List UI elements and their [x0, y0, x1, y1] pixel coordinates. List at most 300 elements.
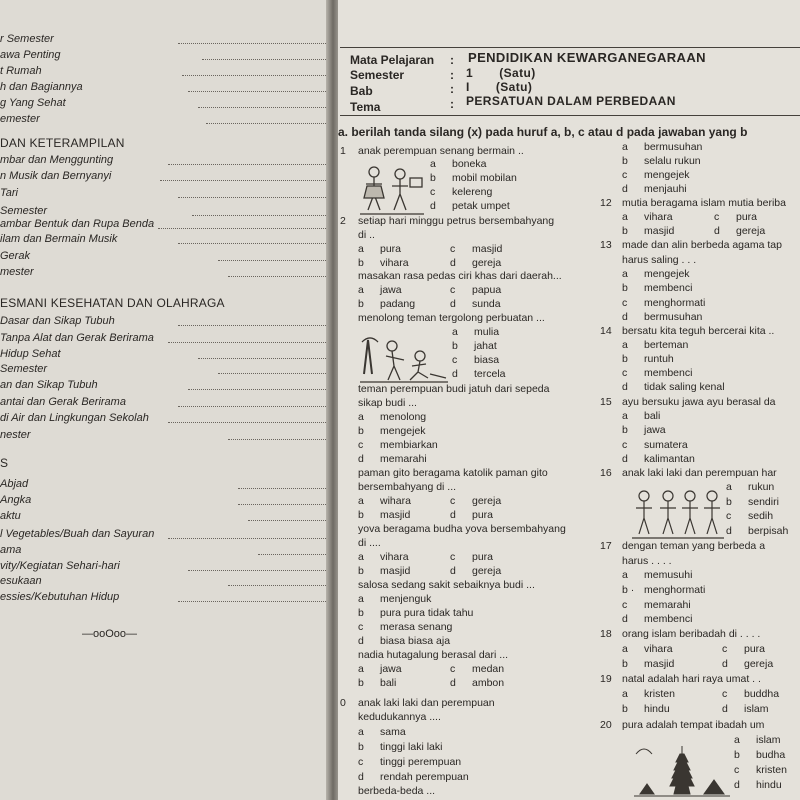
- option-letter: b: [622, 155, 628, 167]
- option-text: tinggi laki laki: [380, 741, 443, 753]
- toc-leader-dots: [198, 107, 328, 108]
- option-letter: b: [430, 172, 436, 184]
- toc-line: [0, 154, 332, 168]
- option-text: membenci: [644, 613, 693, 625]
- option-letter: c: [358, 439, 364, 451]
- option-letter: c: [734, 764, 740, 776]
- option-letter: c: [622, 367, 628, 379]
- option-letter: c: [450, 551, 456, 563]
- toc-line: [0, 396, 332, 410]
- option-letter: d: [714, 225, 720, 237]
- option-letter: c: [622, 169, 628, 181]
- question-number: 20: [600, 719, 612, 731]
- option-letter: a: [734, 734, 740, 746]
- option-letter: d: [450, 257, 456, 269]
- option-letter: c: [722, 688, 728, 700]
- theme-label: Tema: [350, 100, 381, 114]
- question-number: 1: [340, 145, 346, 157]
- option-text: sunda: [472, 298, 501, 310]
- section-heading: S: [0, 456, 9, 470]
- option-letter: a: [358, 243, 364, 255]
- option-letter: d: [722, 658, 728, 670]
- question-text: yova beragama budha yova bersembahyang: [358, 523, 566, 535]
- toc-leader-dots: [178, 197, 328, 198]
- option-text: tidak saling kenal: [644, 381, 725, 393]
- question-number: 15: [600, 396, 612, 408]
- toc-line-title: Dasar dan Sikap Tubuh: [0, 315, 115, 327]
- option-text: bali: [380, 677, 397, 689]
- toc-line-title: t Rumah: [0, 65, 42, 77]
- option-letter: b: [734, 749, 740, 761]
- question-number: 17: [600, 540, 612, 552]
- option-letter: b: [358, 298, 364, 310]
- option-text: menghormati: [644, 584, 706, 596]
- option-text: kristen: [644, 688, 675, 700]
- left-page: [0, 0, 334, 800]
- option-text: vihara: [380, 551, 409, 563]
- toc-line-title: awa Penting: [0, 49, 61, 61]
- toc-leader-dots: [158, 228, 328, 229]
- question-text: bersembahyang di ...: [358, 481, 457, 493]
- toc-line-title: Semester: [0, 205, 48, 217]
- toc-line-title: Abjad: [0, 478, 29, 490]
- option-letter: c: [452, 354, 458, 366]
- option-letter: c: [622, 599, 628, 611]
- toc-line-title: Semester: [0, 363, 48, 375]
- option-text: memusuhi: [644, 569, 693, 581]
- option-letter: b: [622, 282, 628, 294]
- toc-line: [0, 379, 332, 393]
- option-letter: b: [622, 424, 628, 436]
- chapter-value: I (Satu): [466, 80, 533, 94]
- option-letter: a: [358, 726, 364, 738]
- option-letter: b: [358, 257, 364, 269]
- option-text: petak umpet: [452, 200, 510, 212]
- toc-leader-dots: [168, 342, 328, 343]
- option-text: kalimantan: [644, 453, 695, 465]
- option-text: masjid: [644, 658, 675, 670]
- subject-value: PENDIDIKAN KEWARGANEGARAAN: [468, 50, 706, 65]
- toc-line: [0, 250, 332, 264]
- option-text: biasa: [474, 354, 500, 366]
- option-letter: c: [622, 439, 628, 451]
- option-letter: c: [714, 211, 720, 223]
- option-letter: b: [622, 353, 628, 365]
- toc-line-title: nester: [0, 429, 31, 441]
- option-text: kristen: [756, 764, 787, 776]
- option-letter: b: [358, 607, 364, 619]
- toc-line: [0, 187, 332, 201]
- end-mark: —ooOoo—: [82, 628, 138, 640]
- option-letter: a: [622, 643, 628, 655]
- option-text: tercela: [474, 368, 506, 380]
- option-letter: d: [450, 298, 456, 310]
- option-letter: d: [358, 453, 364, 465]
- toc-line-title: antai dan Gerak Berirama: [0, 396, 126, 408]
- option-text: memarahi: [380, 453, 427, 465]
- question-text: di ....: [358, 537, 381, 549]
- option-letter: b: [726, 496, 732, 508]
- toc-leader-dots: [178, 43, 328, 44]
- theme-value: PERSATUAN DALAM PERBEDAAN: [466, 94, 676, 108]
- section-heading: DAN KETERAMPILAN: [0, 136, 125, 150]
- helping-friend-illustration: [360, 334, 450, 386]
- option-text: wihara: [380, 495, 411, 507]
- toc-line-title: g Yang Sehat: [0, 97, 66, 109]
- question-text: masakan rasa pedas ciri khas dari daerah...: [358, 270, 562, 282]
- toc-line-title: esukaan: [0, 575, 42, 587]
- toc-leader-dots: [202, 59, 328, 60]
- option-text: membenci: [644, 367, 693, 379]
- toc-line-title: l Vegetables/Buah dan Sayuran: [0, 528, 155, 540]
- toc-leader-dots: [228, 585, 328, 586]
- toc-line-title: ilam dan Bermain Musik: [0, 233, 118, 245]
- question-text: orang islam beribadah di . . . .: [622, 628, 761, 640]
- option-text: boneka: [452, 158, 487, 170]
- option-text: gereja: [744, 658, 774, 670]
- question-text: natal adalah hari raya umat . .: [622, 673, 761, 685]
- option-text: jawa: [644, 424, 666, 436]
- toc-leader-dots: [218, 260, 328, 261]
- toc-line: [0, 575, 332, 589]
- option-letter: c: [450, 495, 456, 507]
- question-text: paman gito beragama katolik paman gito: [358, 467, 548, 479]
- question-number: 19: [600, 673, 612, 685]
- option-text: menolong: [380, 411, 427, 423]
- option-text: tinggi perempuan: [380, 756, 462, 768]
- option-text: sumatera: [644, 439, 688, 451]
- question-number: 2: [340, 215, 346, 227]
- option-text: mulia: [474, 326, 500, 338]
- option-letter: d: [358, 771, 364, 783]
- question-number: 12: [600, 197, 612, 209]
- option-text: runtuh: [644, 353, 674, 365]
- toc-line: [0, 33, 332, 47]
- chapter-colon: :: [450, 82, 454, 96]
- toc-leader-dots: [160, 180, 328, 181]
- option-text: mengejek: [644, 169, 690, 181]
- option-text: rendah perempuan: [380, 771, 469, 783]
- option-letter: b: [358, 565, 364, 577]
- option-text: membenci: [644, 282, 693, 294]
- option-letter: c: [622, 297, 628, 309]
- option-letter: b ·: [622, 584, 635, 596]
- option-letter: b: [622, 658, 628, 670]
- toc-line-title: aktu: [0, 510, 21, 522]
- toc-line-title: vity/Kegiatan Sehari-hari: [0, 560, 120, 572]
- toc-line: [0, 205, 332, 219]
- toc-line: [0, 332, 332, 346]
- option-text: medan: [472, 663, 505, 675]
- toc-line-title: r Semester: [0, 33, 54, 45]
- question-text: dengan teman yang berbeda a: [622, 540, 766, 552]
- question-text: made dan alin berbeda agama tap: [622, 239, 782, 251]
- semester-value: 1 (Satu): [466, 66, 536, 80]
- option-letter: d: [430, 200, 436, 212]
- question-number: 13: [600, 239, 612, 251]
- option-letter: d: [452, 368, 458, 380]
- option-letter: a: [358, 551, 364, 563]
- option-letter: a: [726, 481, 732, 493]
- toc-line: [0, 412, 332, 426]
- option-text: mengejek: [644, 268, 690, 280]
- option-text: pura: [744, 643, 766, 655]
- chapter-label: Bab: [350, 84, 373, 98]
- toc-leader-dots: [238, 488, 328, 489]
- question-number: 16: [600, 467, 612, 479]
- option-text: padang: [380, 298, 416, 310]
- toc-line: [0, 233, 332, 247]
- option-letter: d: [622, 613, 628, 625]
- option-letter: b: [358, 509, 364, 521]
- option-letter: d: [450, 565, 456, 577]
- option-text: ambon: [472, 677, 505, 689]
- option-text: gereja: [472, 565, 502, 577]
- option-letter: c: [450, 243, 456, 255]
- question-text: berbeda-beda ...: [358, 785, 436, 797]
- question-text: kedudukannya ....: [358, 711, 441, 723]
- option-letter: c: [358, 756, 364, 768]
- option-text: islam: [744, 703, 769, 715]
- option-text: bermusuhan: [644, 311, 703, 323]
- toc-leader-dots: [218, 373, 328, 374]
- toc-leader-dots: [198, 358, 328, 359]
- option-text: membiarkan: [380, 439, 438, 451]
- option-text: berteman: [644, 339, 689, 351]
- question-text: menolong teman tergolong perbuatan ...: [358, 312, 545, 324]
- option-letter: d: [622, 381, 628, 393]
- toc-line-title: ama: [0, 544, 22, 556]
- option-letter: d: [734, 779, 740, 791]
- toc-leader-dots: [182, 75, 328, 76]
- question-text: teman perempuan budi jatuh dari sepeda: [358, 383, 550, 395]
- option-letter: b: [358, 741, 364, 753]
- question-text: anak laki laki dan perempuan: [358, 697, 495, 709]
- option-letter: b: [358, 425, 364, 437]
- children-group-illustration: [630, 486, 726, 542]
- question-text: salosa sedang sakit sebaiknya budi ...: [358, 579, 535, 591]
- toc-line-title: Hidup Sehat: [0, 348, 61, 360]
- toc-line: [0, 478, 332, 492]
- toc-line: [0, 266, 332, 280]
- toc-leader-dots: [188, 389, 328, 390]
- option-letter: d: [622, 453, 628, 465]
- option-text: menghormati: [644, 297, 706, 309]
- option-text: mobil mobilan: [452, 172, 517, 184]
- option-letter: d: [358, 635, 364, 647]
- toc-line: [0, 429, 332, 443]
- toc-line-title: di Air dan Lingkungan Sekolah: [0, 412, 149, 424]
- option-text: gereja: [472, 257, 502, 269]
- question-text: mutia beragama islam mutia beriba: [622, 197, 786, 209]
- toc-leader-dots: [206, 123, 328, 124]
- toc-line-title: emester: [0, 113, 40, 125]
- question-text: di ..: [358, 229, 375, 241]
- toc-leader-dots: [178, 406, 328, 407]
- option-letter: a: [622, 688, 628, 700]
- toc-line-title: an dan Sikap Tubuh: [0, 379, 98, 391]
- option-text: vihara: [644, 643, 673, 655]
- toc-line-title: h dan Bagiannya: [0, 81, 83, 93]
- question-text: setiap hari minggu petrus bersembahyang: [358, 215, 555, 227]
- option-text: pura: [380, 243, 402, 255]
- toc-line-title: ambar Bentuk dan Rupa Benda: [0, 218, 155, 230]
- option-letter: a: [622, 410, 628, 422]
- option-text: menjauhi: [644, 183, 687, 195]
- option-text: papua: [472, 284, 502, 296]
- option-text: pura: [736, 211, 758, 223]
- option-letter: d: [622, 311, 628, 323]
- option-text: masjid: [380, 565, 411, 577]
- toc-line: [0, 528, 332, 542]
- option-letter: b: [622, 225, 628, 237]
- option-text: bermusuhan: [644, 141, 703, 153]
- toc-line: [0, 49, 332, 63]
- header-rule-bottom: [340, 115, 800, 116]
- option-text: vihara: [644, 211, 673, 223]
- toc-leader-dots: [178, 601, 328, 602]
- option-text: islam: [756, 734, 781, 746]
- option-letter: a: [622, 268, 628, 280]
- option-letter: a: [358, 593, 364, 605]
- question-number: 14: [600, 325, 612, 337]
- option-letter: a: [622, 141, 628, 153]
- question-text: harus saling . . .: [622, 254, 697, 266]
- option-letter: c: [726, 510, 732, 522]
- toc-line-title: Tanpa Alat dan Gerak Berirama: [0, 332, 154, 344]
- toc-line: [0, 170, 332, 184]
- option-text: rukun: [748, 481, 775, 493]
- option-text: jahat: [474, 340, 497, 352]
- toc-line-title: essies/Kebutuhan Hidup: [0, 591, 120, 603]
- toc-leader-dots: [168, 422, 328, 423]
- toc-line: [0, 113, 332, 127]
- option-letter: a: [430, 158, 436, 170]
- toc-leader-dots: [228, 439, 328, 440]
- option-letter: a: [452, 326, 458, 338]
- toc-leader-dots: [192, 215, 328, 216]
- question-number: 18: [600, 628, 612, 640]
- option-letter: d: [722, 703, 728, 715]
- option-text: selalu rukun: [644, 155, 701, 167]
- toc-line-title: Gerak: [0, 250, 30, 262]
- toc-leader-dots: [168, 538, 328, 539]
- toc-leader-dots: [248, 520, 328, 521]
- question-number: 0: [340, 697, 346, 709]
- toc-line: [0, 81, 332, 95]
- option-text: masjid: [472, 243, 503, 255]
- toc-line: [0, 348, 332, 362]
- option-text: menjenguk: [380, 593, 432, 605]
- option-letter: b: [622, 703, 628, 715]
- option-letter: d: [450, 509, 456, 521]
- toc-line-title: mester: [0, 266, 34, 278]
- option-text: kelereng: [452, 186, 493, 198]
- toc-leader-dots: [188, 570, 328, 571]
- toc-leader-dots: [178, 325, 328, 326]
- option-text: sama: [380, 726, 406, 738]
- toc-line: [0, 560, 332, 574]
- toc-line-title: n Musik dan Bernyanyi: [0, 170, 112, 182]
- toc-line: [0, 544, 332, 558]
- option-letter: d: [622, 183, 628, 195]
- toc-line: [0, 97, 332, 111]
- toc-line: [0, 65, 332, 79]
- toc-line: [0, 494, 332, 508]
- option-text: pura: [472, 509, 494, 521]
- option-letter: a: [358, 495, 364, 507]
- option-letter: c: [450, 284, 456, 296]
- option-text: hindu: [756, 779, 782, 791]
- option-letter: a: [358, 411, 364, 423]
- toc-leader-dots: [228, 276, 328, 277]
- toc-leader-dots: [178, 243, 328, 244]
- option-letter: a: [622, 211, 628, 223]
- option-letter: c: [358, 621, 364, 633]
- question-text: sikap budi ...: [358, 397, 417, 409]
- option-letter: a: [622, 339, 628, 351]
- option-text: pura pura tidak tahu: [380, 607, 474, 619]
- option-letter: d: [726, 525, 732, 537]
- subject-label: Mata Pelajaran: [350, 53, 435, 67]
- option-letter: c: [430, 186, 436, 198]
- toc-line: [0, 591, 332, 605]
- option-text: masjid: [644, 225, 675, 237]
- question-text: anak perempuan senang bermain ..: [358, 145, 524, 157]
- option-text: biasa biasa aja: [380, 635, 451, 647]
- toc-line-title: Angka: [0, 494, 32, 506]
- option-text: berpisah: [748, 525, 789, 537]
- option-text: jawa: [380, 663, 402, 675]
- option-letter: a: [622, 569, 628, 581]
- option-text: gereja: [736, 225, 766, 237]
- option-letter: b: [452, 340, 458, 352]
- option-text: sedih: [748, 510, 774, 522]
- semester-label: Semester: [350, 68, 405, 82]
- question-text: anak laki laki dan perempuan har: [622, 467, 777, 479]
- semester-colon: :: [450, 68, 454, 82]
- option-letter: d: [450, 677, 456, 689]
- option-letter: c: [722, 643, 728, 655]
- toc-line-title: mbar dan Menggunting: [0, 154, 114, 166]
- option-text: bali: [644, 410, 661, 422]
- option-text: hindu: [644, 703, 670, 715]
- toc-leader-dots: [238, 504, 328, 505]
- option-letter: a: [358, 284, 364, 296]
- right-page: [338, 0, 800, 800]
- temple-illustration: [634, 740, 730, 800]
- option-text: sendiri: [748, 496, 779, 508]
- option-text: pura: [472, 551, 494, 563]
- toc-line-title: Tari: [0, 187, 18, 199]
- toc-leader-dots: [188, 91, 328, 92]
- option-text: gereja: [472, 495, 502, 507]
- header-rule-top: [340, 47, 800, 48]
- theme-colon: :: [450, 97, 454, 111]
- section-heading: ESMANI KESEHATAN DAN OLAHRAGA: [0, 296, 225, 310]
- option-text: jawa: [380, 284, 402, 296]
- option-text: budha: [756, 749, 786, 761]
- toc-leader-dots: [168, 164, 328, 165]
- toc-line: [0, 363, 332, 377]
- question-text: bersatu kita teguh bercerai kita ..: [622, 325, 775, 337]
- option-text: memarahi: [644, 599, 691, 611]
- subject-colon: :: [450, 53, 454, 67]
- instruction-text: a. berilah tanda silang (x) pada huruf a, b, c atau d pada jawaban yang b: [338, 125, 748, 139]
- toc-line: [0, 315, 332, 329]
- girls-playing-illustration: [358, 164, 428, 222]
- question-text: ayu bersuku jawa ayu berasal da: [622, 396, 776, 408]
